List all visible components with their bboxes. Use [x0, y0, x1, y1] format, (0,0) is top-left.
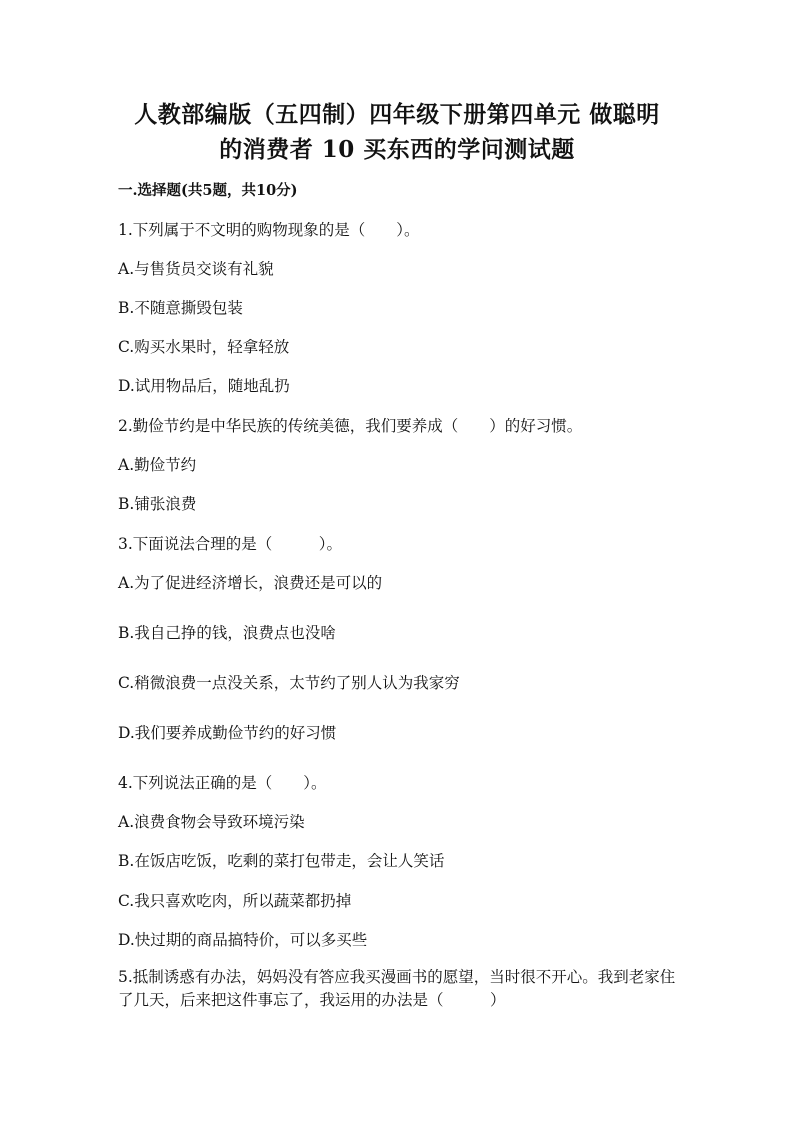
question-2-option-b: B.铺张浪费 [118, 495, 197, 513]
question-3-option-a: A.为了促进经济增长，浪费还是可以的 [118, 574, 383, 592]
question-1-option-d: D.试用物品后，随地乱扔 [118, 377, 290, 395]
page-title-line-2: 的消费者 10 买东西的学问测试题 [219, 136, 575, 163]
section-heading: 一.选择题(共5题，共10分) [118, 182, 298, 199]
question-3-option-d: D.我们要养成勤俭节约的好习惯 [118, 724, 337, 742]
question-2-option-a: A.勤俭节约 [118, 456, 197, 474]
question-5: 5.抵制诱惑有办法，妈妈没有答应我买漫画书的愿望，当时很不开心。我到老家住了几天，后来把这件事忘了，我运用的办法是（ ） [118, 968, 676, 1009]
question-4-option-a: A.浪费食物会导致环境污染 [118, 813, 305, 831]
question-4-option-c: C.我只喜欢吃肉，所以蔬菜都扔掉 [118, 892, 352, 910]
question-2: 2.勤俭节约是中华民族的传统美德，我们要养成（ ）的好习惯。 [118, 417, 583, 435]
question-3: 3.下面说法合理的是（ ）。 [118, 535, 343, 553]
question-1: 1.下列属于不文明的购物现象的是（ ）。 [118, 221, 420, 239]
question-3-option-c: C.稍微浪费一点没关系，太节约了别人认为我家穷 [118, 674, 460, 692]
question-1-option-b: B.不随意撕毁包装 [118, 299, 243, 317]
page-title-line-1: 人教部编版（五四制）四年级下册第四单元 做聪明 [134, 101, 660, 128]
question-4: 4.下列说法正确的是（ ）。 [118, 774, 327, 792]
question-4-option-b: B.在饭店吃饭，吃剩的菜打包带走，会让人笑话 [118, 852, 445, 870]
question-1-option-a: A.与售货员交谈有礼貌 [118, 260, 274, 278]
question-4-option-d: D.快过期的商品搞特价，可以多买些 [118, 931, 368, 949]
question-3-option-b: B.我自己挣的钱，浪费点也没啥 [118, 624, 336, 642]
question-1-option-c: C.购买水果时，轻拿轻放 [118, 338, 290, 356]
